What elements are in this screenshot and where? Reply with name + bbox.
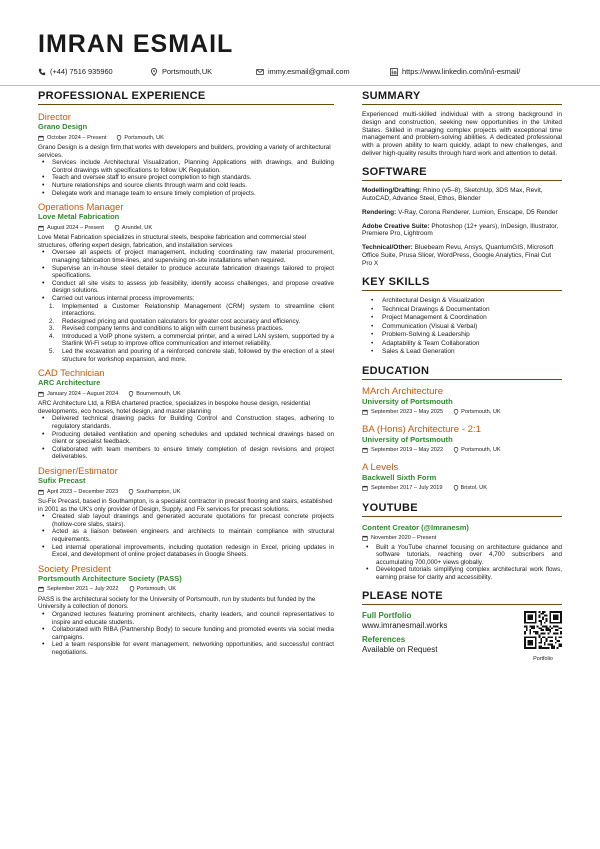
bullet-item: • Teach and oversee staff to ensure project completion to high standards. xyxy=(52,174,334,182)
skills-section xyxy=(362,276,562,357)
education-meta xyxy=(362,445,562,456)
skill-item: • Project Management & Coordination xyxy=(382,314,562,323)
skill-item: • Technical Drawings & Documentation xyxy=(382,306,562,315)
bullet-item: • Developed tutorials simplifying complex architectural work flows, earning praise for clarity and accessibility. xyxy=(376,566,562,581)
qr-caption: Portfolio xyxy=(533,655,553,662)
job-meta xyxy=(38,132,334,143)
job-bullets xyxy=(52,611,334,657)
job-dates: September 2021 – July 2022 xyxy=(47,586,119,593)
youtube-section xyxy=(362,502,562,582)
software-group xyxy=(362,223,562,239)
job-entry xyxy=(38,563,334,657)
portfolio-qr[interactable] xyxy=(524,611,562,662)
location-text: Portsmouth,UK xyxy=(162,67,213,76)
numbered-item: Redesigned pricing and quotation calculators for greater cost accuracy and efficiency. xyxy=(62,317,301,325)
degree: BA (Hons) Architecture - 2:1 xyxy=(362,423,481,435)
skills-list xyxy=(382,297,562,357)
job-entry xyxy=(38,465,334,559)
calendar-icon xyxy=(38,225,44,231)
bullet-item: • Services include Architectural Visualization, Planning Applications with drawings, and Building Control drawings with specifications to follow UK Regulation. xyxy=(52,159,334,174)
summary-section xyxy=(362,90,562,158)
job-meta xyxy=(38,584,334,595)
calendar-icon xyxy=(362,485,368,491)
job-org: Grano Design xyxy=(38,122,88,131)
software-group xyxy=(362,209,562,217)
bullet-item: • Conduct all site visits to assess job feasibility, identify access challenges, and propose creative design solutions. xyxy=(52,280,334,295)
job-entry xyxy=(38,111,334,197)
bullet-item: • Built a YouTube channel focusing on architecture guidance and software tutorials, reaching over 4,700 subscribers and accumulating 700,000+ views globally. xyxy=(376,544,562,567)
education-entry xyxy=(362,386,562,418)
calendar-icon xyxy=(38,489,44,495)
location-pin-icon xyxy=(128,489,134,495)
job-role: Society President xyxy=(38,562,111,574)
improvement-list xyxy=(62,303,334,364)
references-label: References xyxy=(362,634,406,644)
bullet-item: • Carried out various internal process improvements: xyxy=(52,295,334,303)
bullet-item: • Created slab layout drawings and generated accurate quotations for precast concrete projects (hollow-core slabs, stairs). xyxy=(52,513,334,528)
education-section xyxy=(362,365,562,494)
note-heading: PLEASE NOTE xyxy=(362,590,562,605)
job-location: Portsmouth, UK xyxy=(136,586,177,593)
youtube-dates: November 2020 – Present xyxy=(371,535,437,542)
location-pin-icon xyxy=(116,135,122,141)
education-meta xyxy=(362,483,562,494)
job-bullets xyxy=(52,415,334,461)
job-org: ARC Architecture xyxy=(38,378,101,388)
location-pin-icon xyxy=(150,68,158,76)
job-org: Portsmouth Architecture Society (PASS) xyxy=(38,573,182,583)
bullet-item: • Nurture relationships and source clients through warm and cold leads. xyxy=(52,182,334,190)
job-org: Love Metal Fabrication xyxy=(38,212,120,222)
bullet-item: • Led a team responsible for event management, networking opportunities, and successful contract negotiations. xyxy=(52,641,334,656)
job-role: Operations Manager xyxy=(38,201,124,213)
location-pin-icon xyxy=(453,447,459,453)
calendar-icon xyxy=(38,586,44,592)
candidate-name: IMRAN ESMAIL xyxy=(38,30,234,58)
contact-location xyxy=(150,67,212,76)
qr-code-icon xyxy=(524,611,562,649)
job-dates: October 2024 – Present xyxy=(47,134,107,141)
education-dates: September 2019 – May 2022 xyxy=(371,447,444,454)
summary-heading: SUMMARY xyxy=(362,90,562,105)
note-section xyxy=(362,590,562,679)
education-entry xyxy=(362,424,562,456)
education-meta xyxy=(362,407,562,418)
job-role: CAD Technician xyxy=(38,367,105,379)
linkedin-url: https://www.linkedin.com/in/i-esmail/ xyxy=(402,67,521,76)
job-description: PASS is the architectural society for the University of Portsmouth, run by students but funded by the University a collection of donors. xyxy=(38,595,316,611)
bullet-item: • Delivered technical drawing packs for Building Control and Construction stages, adhering to regulatory standards. xyxy=(52,415,334,430)
numbered-item: Led the excavation and pouring of a reinforced concrete slab, followed by the erection of a steel structure for workshop expansion, and more. xyxy=(62,348,334,363)
job-bullets xyxy=(52,513,334,559)
youtube-role: Content Creator (@Imranesm) xyxy=(362,522,469,532)
skill-item: • Sales & Lead Generation xyxy=(382,348,562,357)
location-pin-icon xyxy=(453,485,459,491)
job-bullets xyxy=(52,159,334,197)
school: Backwell Sixth Form xyxy=(362,472,437,482)
education-dates: September 2017 – July 2019 xyxy=(371,485,443,492)
job-location: Southampton, UK xyxy=(136,488,181,495)
bullet-item: • Delegate work and manage team to ensure timely completion of projects. xyxy=(52,190,334,198)
bullet-item: • Oversee all aspects of project management, including coordinating raw material procurement, managing fabrication time-lines, and supervising on-site installations when required. xyxy=(52,249,334,264)
youtube-meta xyxy=(362,533,562,544)
summary-text: Experienced multi-skilled individual with a strong background in design and construction, seeking new opportunities in the United States. Skilled in managing complex projects with exceptional time management and problem-solving abilities. A dedicated professional with a proven ability to learn quickly, adapt to new challenges, and deliver high-quality results through hard work and attention to detail. xyxy=(362,111,562,157)
calendar-icon xyxy=(362,535,368,541)
job-entry xyxy=(38,367,334,461)
software-heading: SOFTWARE xyxy=(362,166,562,181)
location-pin-icon xyxy=(129,586,135,592)
job-location: Bournemouth, UK xyxy=(136,390,181,397)
software-list: Rhino (v5–8), SketchUp, 3DS Max, Revit, AutoCAD, Advance Steel, Ethos, Blender xyxy=(362,186,543,202)
degree: MArch Architecture xyxy=(362,385,444,397)
job-bullets xyxy=(52,249,334,302)
skill-item: • Architectural Design & Visualization xyxy=(382,297,562,306)
job-description: Su-Fix Precast, based in Southampton, is a specialist contractor in precast flooring and stairs, established in 2001 as the UK's only provider of Design, Supply, and Fix services for precast solutions. xyxy=(38,498,333,513)
software-list: Bluebeam Revu, Ansys, QuantumGIS, Microsoft Office Suite, Prusa Slicer, WordPress, Google Analytics, Final Cut Pro X xyxy=(362,244,554,268)
bullet-item: • Organized lectures featuring prominent architects, charity leaders, and council representatives to inspire and educate students. xyxy=(52,611,334,626)
software-label: Rendering: xyxy=(362,208,397,216)
location-pin-icon xyxy=(114,225,120,231)
job-description: ARC Architecture Ltd, a RIBA chartered practice, specializes in bespoke house design, residential developments, eco houses, hotel design, and master planning xyxy=(38,400,310,415)
calendar-icon xyxy=(362,409,368,415)
education-heading: EDUCATION xyxy=(362,365,562,380)
job-meta xyxy=(38,388,334,399)
software-label: Technical/Other: xyxy=(362,244,413,252)
calendar-icon xyxy=(362,447,368,453)
experience-heading: PROFESSIONAL EXPERIENCE xyxy=(38,90,334,105)
job-meta xyxy=(38,486,334,497)
youtube-bullets xyxy=(376,544,562,582)
right-column xyxy=(362,90,562,687)
education-entry xyxy=(362,462,562,494)
bullet-item: • Collaborated with RIBA (Partnership Body) to secure funding and promoted events via social media campaigns. xyxy=(52,626,334,641)
skills-heading: KEY SKILLS xyxy=(362,276,562,291)
job-dates: August 2024 – Present xyxy=(47,224,104,231)
job-description: Love Metal Fabrication specializes in structural steels, bespoke fabrication and commercial steel structures, offering expert design, fabrication, and installation services xyxy=(38,234,307,249)
phone-number: (+44) 7516 935960 xyxy=(50,67,113,76)
portfolio-label: Full Portfolio xyxy=(362,610,412,620)
header-divider xyxy=(0,85,600,86)
portfolio-link[interactable]: www.imranesmail.works xyxy=(362,620,448,630)
software-label: Adobe Creative Suite: xyxy=(362,222,430,230)
linkedin-icon xyxy=(390,68,398,76)
education-dates: September 2023 – May 2025 xyxy=(371,409,444,416)
calendar-icon xyxy=(38,135,44,141)
contact-linkedin[interactable] xyxy=(390,67,520,76)
software-label: Modelling/Drafting: xyxy=(362,186,422,194)
skill-item: • Problem-Solving & Leadership xyxy=(382,331,562,340)
contact-bar xyxy=(38,67,568,79)
software-list: V-Ray, Corona Renderer, Lumion, Enscape, D5 Render xyxy=(396,208,558,216)
numbered-item: Introduced a VoIP phone system, a commercial printer, and a wired LAN system, supported by a Starlink Wi-Fi setup to improve office communication and internet reliability. xyxy=(62,332,334,348)
job-role: Director xyxy=(38,111,71,122)
contact-phone[interactable] xyxy=(38,67,113,76)
job-org: Sufix Precast xyxy=(38,476,86,485)
education-location: Portsmouth, UK xyxy=(461,447,501,454)
bullet-item: • Producing detailed ventilation and opening schedules and updated technical drawings based on client or specialist feedback. xyxy=(52,431,334,446)
job-entry xyxy=(38,201,334,363)
job-dates: January 2024 – August 2024 xyxy=(47,390,119,397)
location-pin-icon xyxy=(453,409,459,415)
school: University of Portsmouth xyxy=(362,434,453,444)
email-address: immy.esmail@gmail.com xyxy=(268,67,350,76)
job-location: Portsmouth, UK xyxy=(124,134,164,141)
school: University of Portsmouth xyxy=(362,396,453,406)
skill-item: • Communication (Visual & Verbal) xyxy=(382,323,562,332)
youtube-heading: YOUTUBE xyxy=(362,502,562,517)
software-group xyxy=(362,187,562,203)
contact-email[interactable] xyxy=(256,67,350,76)
job-location: Arundel, UK xyxy=(121,224,153,231)
bullet-item: • Acted as a liaison between engineers and architects to maintain compliance with structural requirements. xyxy=(52,528,334,543)
note-body xyxy=(362,611,562,679)
left-column xyxy=(38,90,334,661)
education-location: Portsmouth, UK xyxy=(461,409,501,416)
location-pin-icon xyxy=(128,391,134,397)
calendar-icon xyxy=(38,391,44,397)
job-meta xyxy=(38,222,334,233)
degree: A Levels xyxy=(362,461,399,473)
numbered-item: Revised company terms and conditions to align with current business practices. xyxy=(62,325,284,333)
job-dates: April 2023 – December 2023 xyxy=(47,488,119,495)
education-location: Bristol, UK xyxy=(460,485,487,492)
bullet-item: • Led internal operational improvements, including quotation redesign in Excel, pricing updates in Excel, and development of online project databases in Google Sheets. xyxy=(52,544,334,559)
software-list: Photoshop (12+ years), InDesign, Illustrator, Premiere Pro, Lightroom xyxy=(362,222,559,238)
numbered-item: Implemented a Customer Relationship Management (CRM) system to streamline client interactions. xyxy=(62,302,334,318)
job-role: Designer/Estimator xyxy=(38,465,118,476)
software-section xyxy=(362,166,562,268)
skill-item: • Adaptability & Team Collaboration xyxy=(382,340,562,349)
bullet-item: • Supervise an in-house steel detailer to produce accurate fabrication drawings tailored to project specifications. xyxy=(52,265,334,280)
phone-icon xyxy=(38,68,46,76)
software-group xyxy=(362,244,562,268)
references-text: Available on Request xyxy=(362,644,438,654)
email-icon xyxy=(256,68,264,76)
job-description: Grano Design is a design firm that works with developers and builders, providing a variety of architectural services. xyxy=(38,144,331,159)
bullet-item: • Collaborated with team members to ensure timely completion of design revisions and project deliverables. xyxy=(52,446,334,461)
